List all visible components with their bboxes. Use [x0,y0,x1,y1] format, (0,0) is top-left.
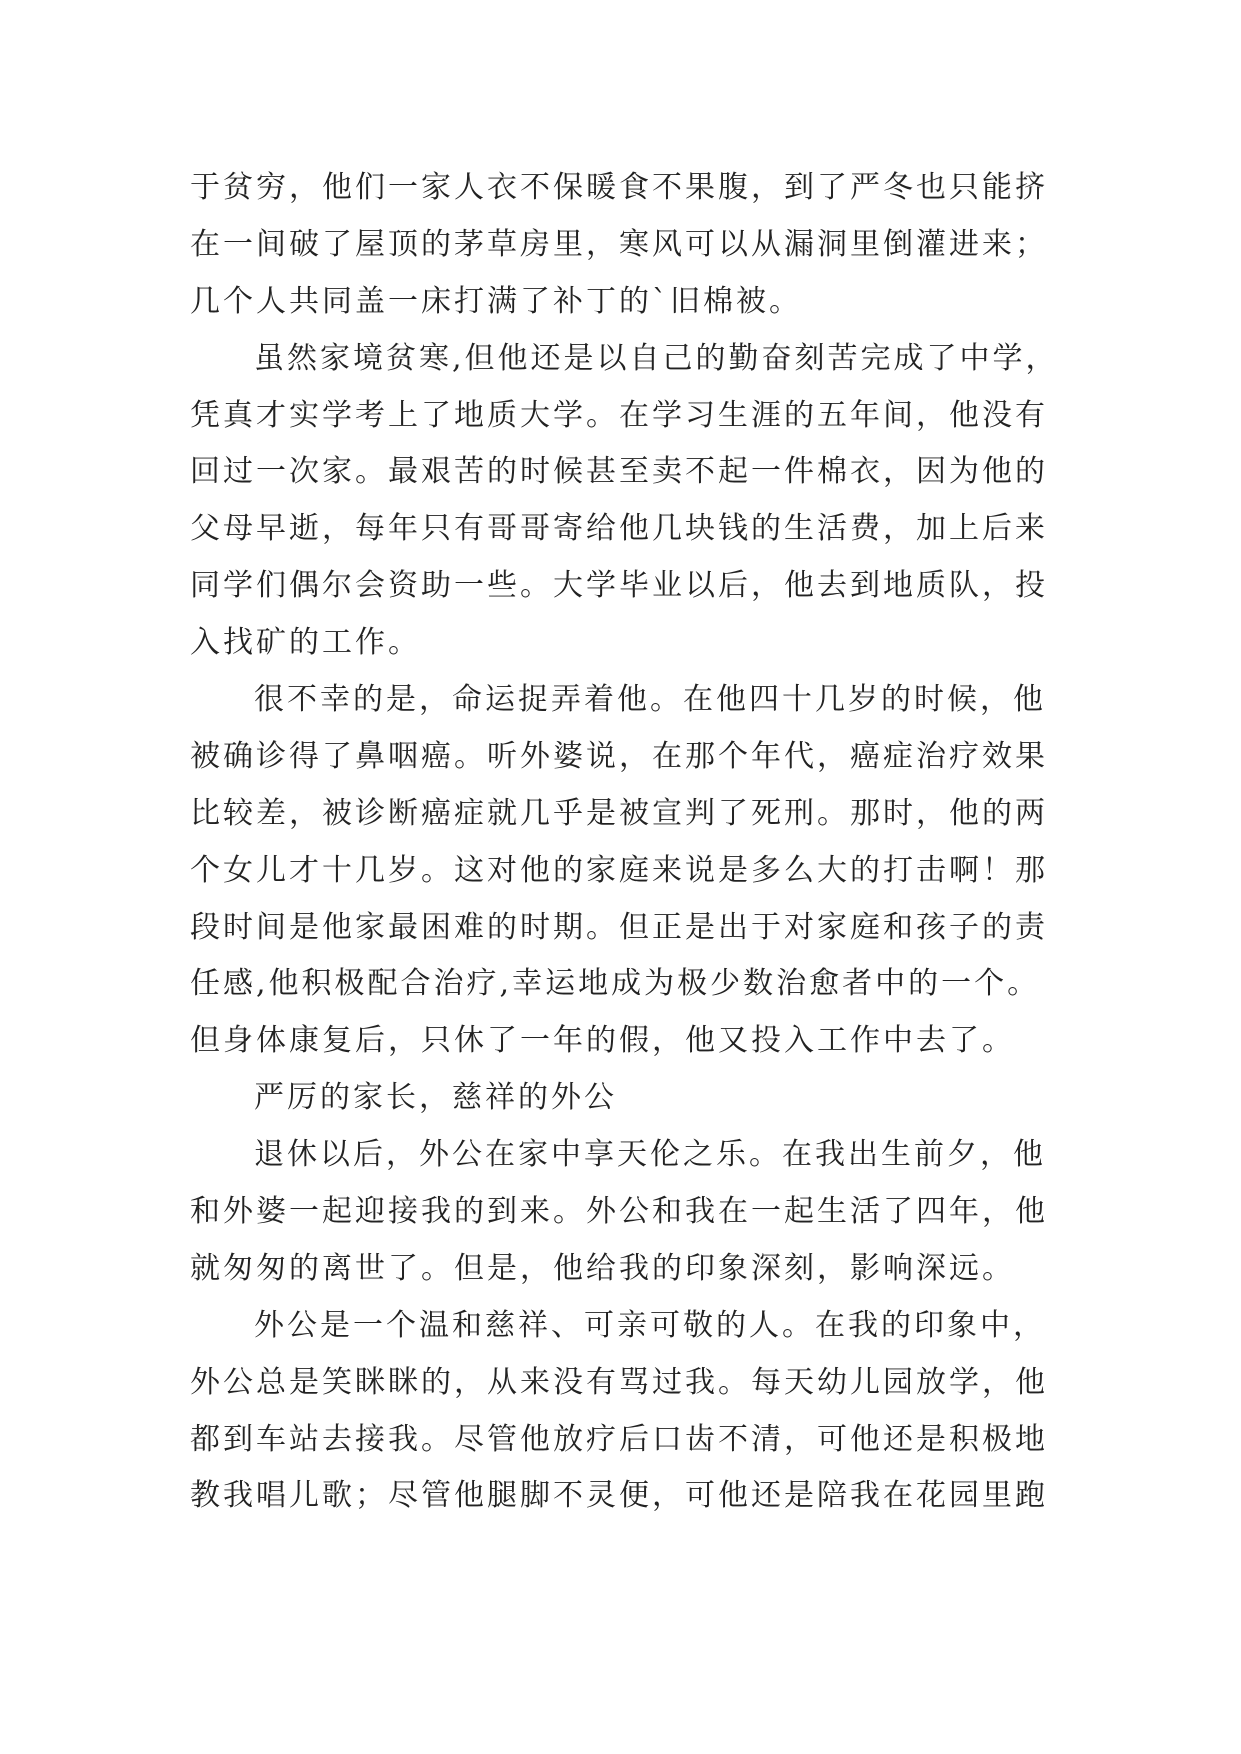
text-line: 在一间破了屋顶的茅草房里，寒风可以从漏洞里倒灌进来； [190,226,1048,262]
text-line: 退休以后，外公在家中享天伦之乐。在我出生前夕，他 [254,1137,1046,1173]
text-line: 教我唱儿歌；尽管他腿脚不灵便，可他还是陪我在花园里跑 [190,1478,1048,1514]
body-text [190,160,1060,1525]
text-line: 比较差，被诊断癌症就几乎是被宣判了死刑。那时，他的两 [190,795,1048,831]
text-line: 同学们偶尔会资助一些。大学毕业以后，他去到地质队，投 [190,568,1048,604]
text-line: 被确诊得了鼻咽癌。听外婆说，在那个年代，癌症治疗效果 [190,738,1048,774]
text-line: 但身体康复后，只休了一年的假，他又投入工作中去了。 [190,1023,1015,1059]
text-line: 外公是一个温和慈祥、可亲可敬的人。在我的印象中， [254,1307,1046,1343]
text-line: 几个人共同盖一床打满了补丁的`旧棉被。 [190,283,802,319]
text-line: 个女儿才十几岁。这对他的家庭来说是多么大的打击啊！那 [190,852,1048,888]
text-line: 段时间是他家最困难的时期。但正是出于对家庭和孩子的责 [190,909,1048,945]
text-line: 都到车站去接我。尽管他放疗后口齿不清，可他还是积极地 [190,1421,1048,1457]
text-line: 于贫穷，他们一家人衣不保暖食不果腹，到了严冬也只能挤 [190,170,1048,205]
text-line: 凭真才实学考上了地质大学。在学习生涯的五年间，他没有 [190,397,1048,433]
text-line: 任感,他积极配合治疗,幸运地成为极少数治愈者中的一个。 [190,966,1041,1002]
text-line: 入找矿的工作。 [190,625,421,661]
text-line: 就匆匆的离世了。但是，他给我的印象深刻，影响深远。 [190,1250,1015,1286]
text-line: 严厉的家长，慈祥的外公 [254,1080,617,1116]
text-line: 虽然家境贫寒,但他还是以自己的勤奋刻苦完成了中学， [254,340,1059,376]
text-line: 父母早逝，每年只有哥哥寄给他几块钱的生活费，加上后来 [190,511,1048,547]
text-line: 和外婆一起迎接我的到来。外公和我在一起生活了四年，他 [190,1194,1048,1230]
text-line: 很不幸的是，命运捉弄着他。在他四十几岁的时候，他 [254,682,1046,718]
text-line: 外公总是笑眯眯的，从来没有骂过我。每天幼儿园放学，他 [190,1364,1048,1400]
text-line: 回过一次家。最艰苦的时候甚至卖不起一件棉衣，因为他的 [190,454,1048,490]
